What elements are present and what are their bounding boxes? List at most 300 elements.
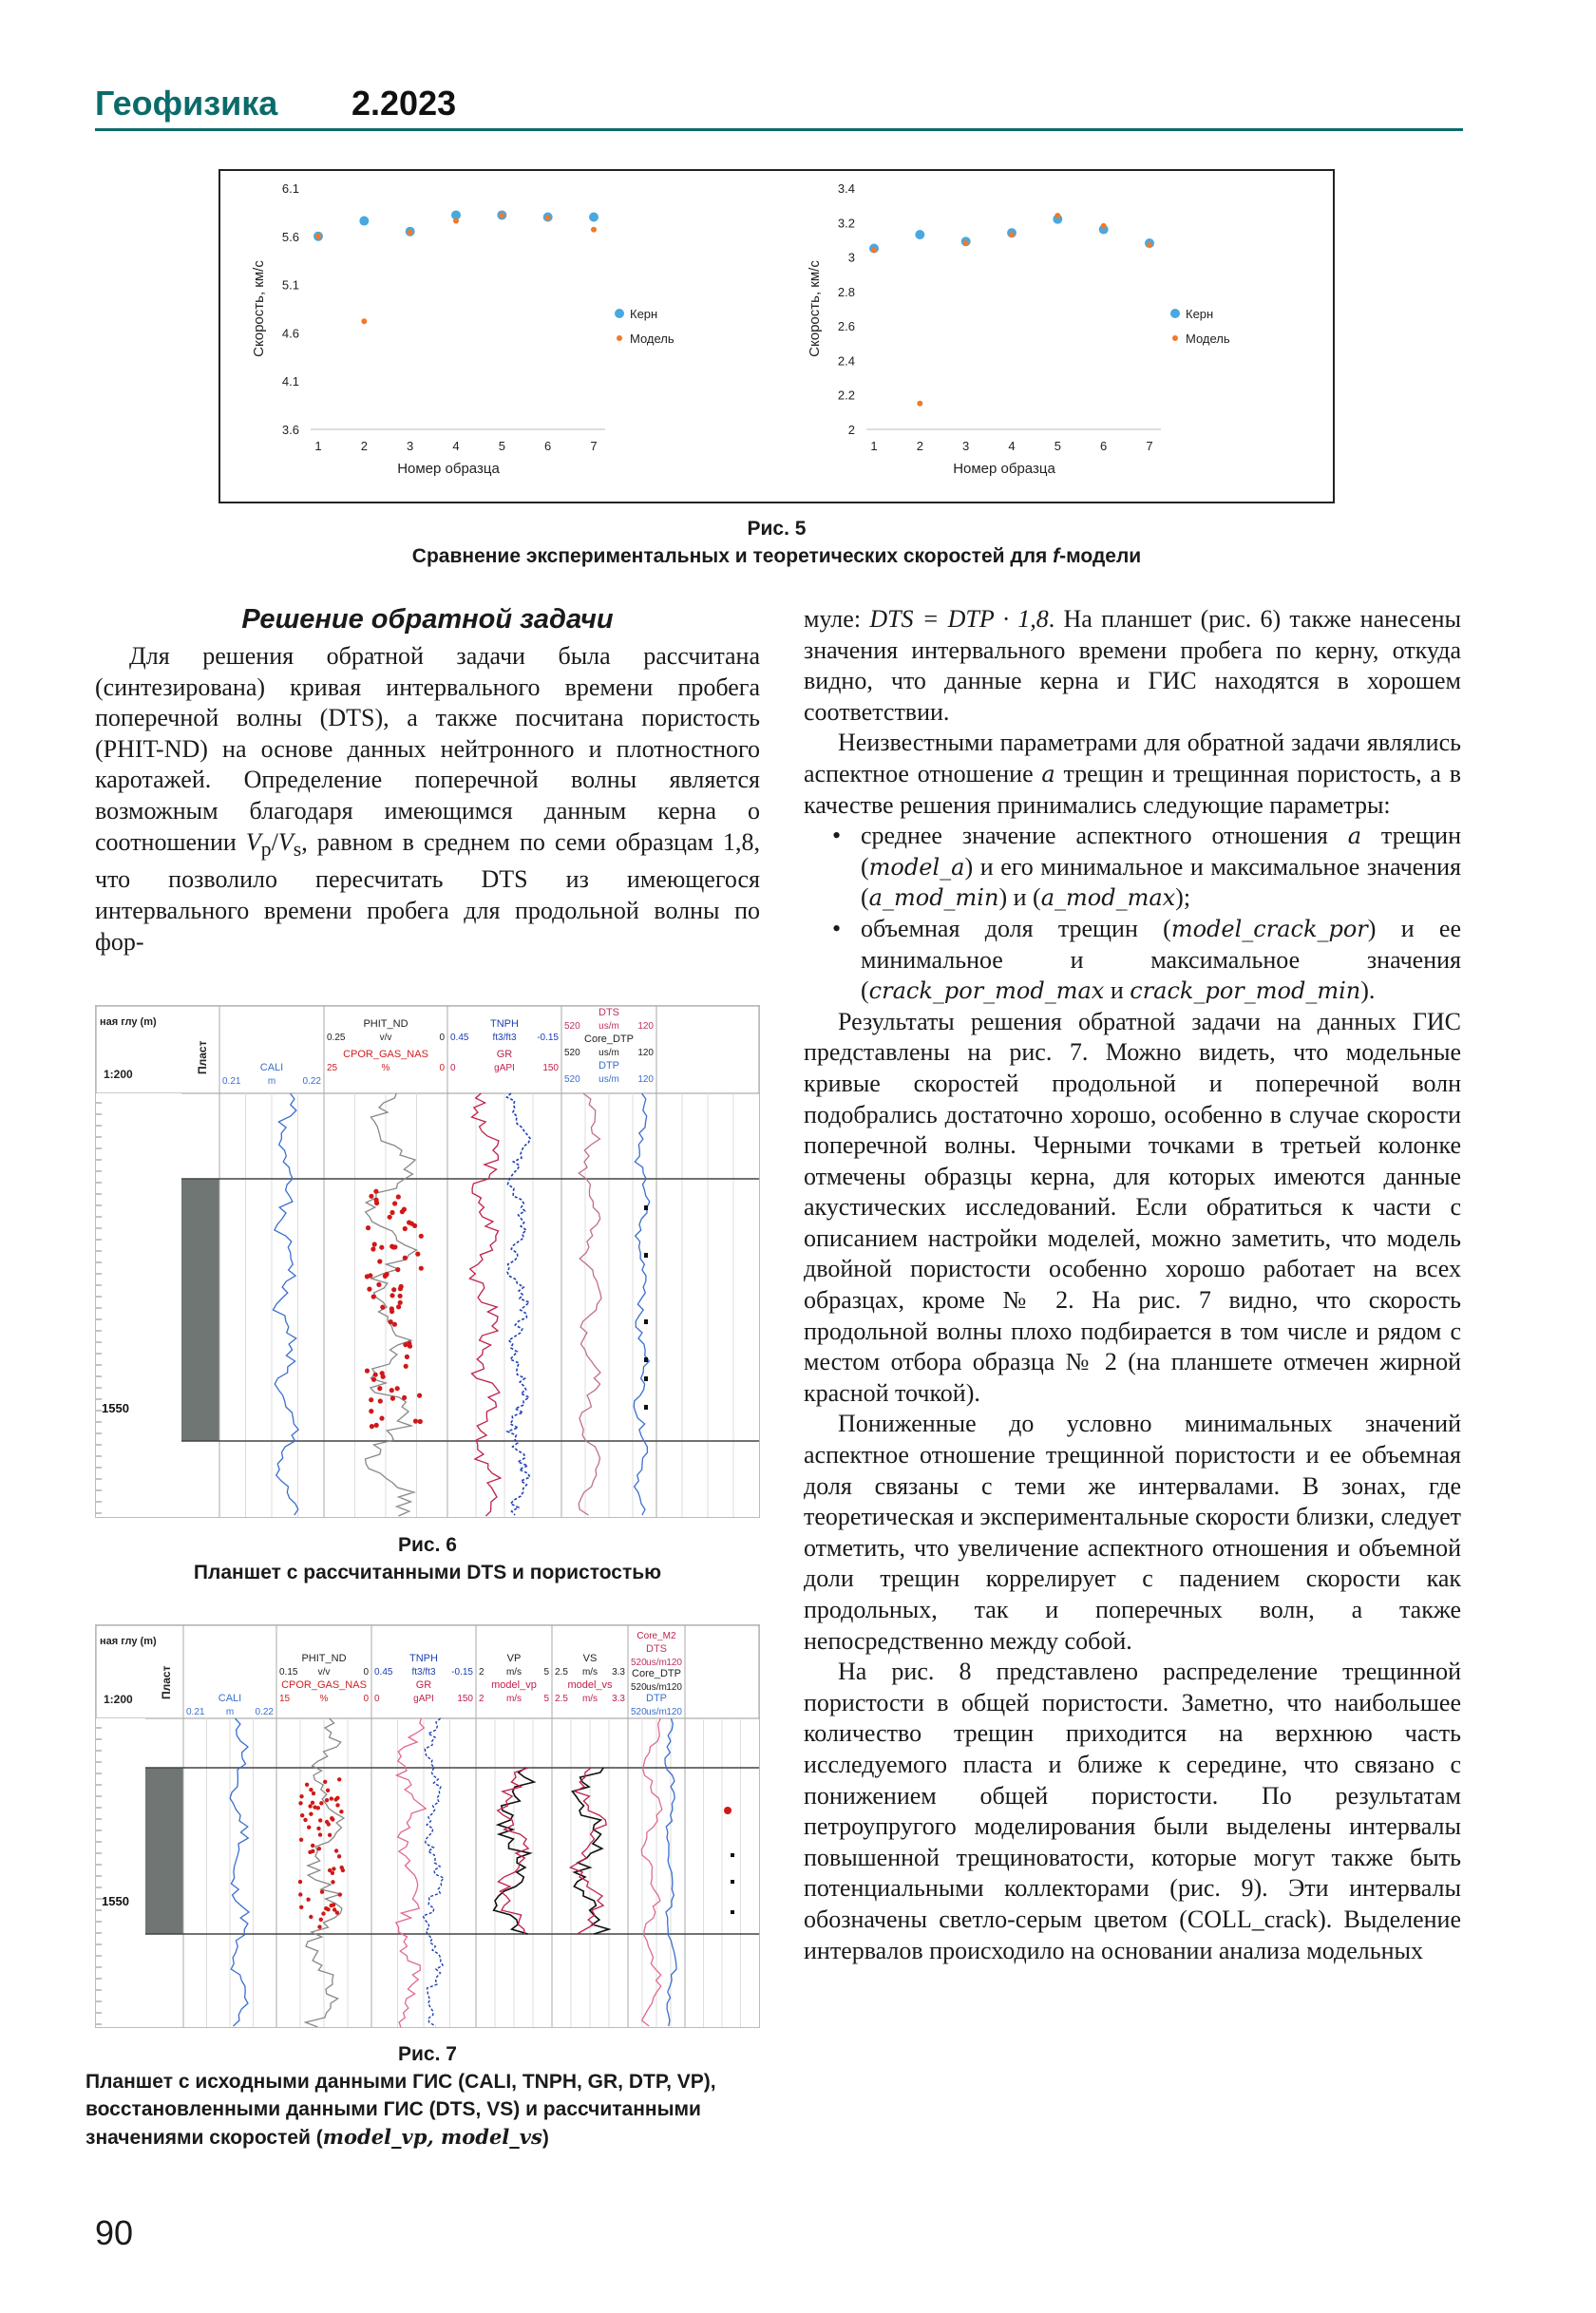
core-dtp-point <box>731 1853 734 1857</box>
figure-6 <box>95 1005 760 1518</box>
log-scale-max: -0.15 <box>537 1033 559 1043</box>
core-porosity-point <box>321 1911 325 1915</box>
core-dtp-point <box>644 1357 648 1362</box>
figure-7-log-plot <box>96 1625 759 2027</box>
x-tick-label: 7 <box>1146 439 1153 453</box>
core-dtp-point <box>644 1205 648 1210</box>
journal-issue: 2.2023 <box>352 84 457 123</box>
figure-5-f: f <box>1053 545 1060 567</box>
log-scale-max: 3.3 <box>612 1667 625 1678</box>
core-dtp-point <box>644 1405 648 1410</box>
core-porosity-point <box>337 1854 341 1858</box>
y-axis-title: Скорость, км/с <box>807 260 823 357</box>
core-porosity-point <box>309 1915 313 1919</box>
log-scale-max: 3.3 <box>612 1694 625 1704</box>
core-porosity-point <box>319 1801 323 1805</box>
cali-curve <box>230 1718 249 2026</box>
log-scale-min: 520 <box>631 1658 647 1668</box>
model-point <box>963 240 969 246</box>
core-porosity-point <box>389 1319 393 1324</box>
depth-track <box>96 1093 181 1517</box>
figure-7-caption <box>86 2040 770 2152</box>
core-porosity-point <box>415 1252 420 1257</box>
core-porosity-point <box>305 1783 309 1787</box>
core-porosity-point <box>317 1847 321 1850</box>
core-porosity-point <box>395 1386 400 1391</box>
core-porosity-point <box>330 1904 333 1907</box>
log-curve-name: DTS <box>598 1007 619 1018</box>
core-porosity-point <box>320 1890 324 1894</box>
log-scale-max: 0 <box>363 1694 369 1704</box>
core-porosity-point <box>330 1796 333 1800</box>
core-point <box>589 212 598 221</box>
core-porosity-point <box>379 1245 384 1250</box>
figure-5-title: Сравнение экспериментальных и теоретических скоростей для f-модели <box>411 545 1142 567</box>
log-scale-min: 520 <box>631 1707 647 1717</box>
core-porosity-point <box>405 1355 409 1359</box>
log-scale-min: 15 <box>279 1694 291 1704</box>
log-curve-name: CALI <box>259 1062 284 1073</box>
log-scale-max: 120 <box>666 1682 682 1693</box>
core-porosity-point <box>299 1905 303 1909</box>
figure-6-title: Планшет с рассчитанными DTS и пористостью <box>193 1562 662 1583</box>
core-dtp-point <box>731 1880 734 1884</box>
zone-column-title: Пласт <box>160 1665 173 1699</box>
core-porosity-point <box>377 1386 382 1391</box>
log-scale-min: 0.45 <box>374 1667 393 1678</box>
right-column <box>804 604 1461 1966</box>
model-point <box>545 215 551 220</box>
right-paragraph-2: Результаты решения обратной задачи на данных ГИС представлены на рис. 7. Можно видеть, что модельные кривые скоростей продольной и поперечной волн подобрались достаточно хорошо, особенно в случае скорости поперечной волны. Черными точками в третьей колонке отмечены образцы керна, для которых имеются данные акустических исследований. Если обратиться к части с описанием настройки моделей, можно заметить, что модель двойной пористости особенно хорошо работает на всех образцах, кроме № 2. На рис. 7 видно, что скорость продольной волны плохо подбирается в том числе и рядом с местом отбора образца № 2 (на планшете отмечен жирной красной точкой). <box>804 1007 1461 1407</box>
log-scale-min: 520 <box>564 1048 580 1058</box>
parameter-list <box>832 821 1461 1007</box>
core-porosity-point <box>391 1244 396 1249</box>
x-tick-label: 2 <box>360 439 368 453</box>
reservoir-zone <box>145 1768 183 1934</box>
log-scale-min: 0.45 <box>450 1033 469 1043</box>
core-porosity-point <box>383 1274 388 1279</box>
core-porosity-point <box>407 1341 411 1346</box>
core-porosity-point <box>396 1304 401 1309</box>
x-tick-label: 3 <box>407 439 414 453</box>
log-scale-min: 0.21 <box>186 1707 205 1717</box>
core-porosity-point <box>366 1225 370 1230</box>
figure-5-charts <box>220 171 1333 502</box>
log-scale-unit: us/m <box>646 1707 667 1717</box>
core-porosity-point <box>376 1282 381 1287</box>
model-point <box>361 318 367 324</box>
depth-label: 1550 <box>102 1894 129 1908</box>
log-curve-name: TNPH <box>490 1018 519 1030</box>
core-porosity-point <box>319 1918 323 1922</box>
figure-7 <box>95 1624 760 2028</box>
core-porosity-point <box>417 1393 422 1398</box>
y-tick-label: 3.2 <box>837 216 855 231</box>
log-scale-unit: v/v <box>379 1033 392 1043</box>
model-point <box>315 234 321 239</box>
core-porosity-point <box>328 1833 332 1837</box>
core-porosity-point <box>325 1798 329 1802</box>
log-curve-name: model_vs <box>567 1679 613 1691</box>
model-point <box>591 227 597 233</box>
dts-curve <box>579 1093 601 1515</box>
log-scale-min: 0 <box>374 1694 380 1704</box>
log-scale-min: 2 <box>479 1667 484 1678</box>
model-point <box>499 212 504 218</box>
core-porosity-point <box>311 1844 314 1848</box>
log-scale-min: 2.5 <box>555 1667 568 1678</box>
log-scale-min: 520 <box>631 1682 647 1693</box>
core-porosity-point <box>409 1222 414 1226</box>
right-paragraph-0: муле: DTS = DTP · 1,8. На планшет (рис. 6) также нанесены значения интервального времени пробега по керну, откуда видно, что данные керна и ГИС находятся в хорошем соответствии. <box>804 605 1461 726</box>
log-curve-name: PHIT_ND <box>363 1018 408 1030</box>
section-title: Решение обратной задачи <box>241 604 614 635</box>
log-scale-max: 120 <box>637 1048 654 1058</box>
log-scale-max: 0.22 <box>302 1076 321 1087</box>
log-scale-max: 0 <box>363 1667 369 1678</box>
core-porosity-point <box>419 1234 424 1239</box>
phit-curve <box>366 1093 417 1516</box>
core-porosity-point <box>299 1838 303 1842</box>
log-curve-name: GR <box>496 1049 513 1060</box>
core-point <box>359 217 369 226</box>
core-porosity-point <box>377 1259 382 1263</box>
figure-5-caption <box>218 515 1335 570</box>
log-curve-name: DTP <box>646 1693 667 1704</box>
log-scale-unit: gAPI <box>494 1063 515 1073</box>
figure-6-log-plot <box>96 1006 759 1517</box>
log-scale-max: 150 <box>542 1063 559 1073</box>
log-scale-max: 120 <box>637 1074 654 1085</box>
log-scale-unit: m <box>225 1707 235 1717</box>
core-porosity-point <box>392 1201 397 1205</box>
log-curve-name: DTP <box>598 1060 619 1071</box>
core-porosity-point <box>309 1788 313 1792</box>
core-porosity-point <box>332 1907 336 1911</box>
dts-curve <box>641 1718 662 2026</box>
core-porosity-point <box>298 1880 302 1884</box>
core-porosity-point <box>309 1812 313 1816</box>
model-point <box>1147 242 1152 248</box>
y-tick-label: 3.4 <box>837 181 855 196</box>
legend-label: Модель <box>630 332 674 346</box>
log-scale-unit: us/m <box>598 1048 619 1058</box>
core-porosity-point <box>390 1306 394 1311</box>
core-porosity-point <box>317 1924 321 1928</box>
zone-column-title: Пласт <box>196 1040 209 1074</box>
log-scale-max: 0.22 <box>255 1707 274 1717</box>
core-porosity-point <box>370 1246 375 1251</box>
x-tick-label: 6 <box>1100 439 1108 453</box>
core-porosity-point <box>403 1256 408 1261</box>
list-item: • объемная доля трещин (model_crack_por) и ее минимальное и максимальное значения (crack_por_mod_max и crack_por_mod_min). <box>832 914 1461 1007</box>
x-tick-label: 6 <box>544 439 552 453</box>
log-scale-unit: gAPI <box>413 1694 434 1704</box>
list-item: • среднее значение аспектного отношения a трещин (model_a) и его минимальное и максимальное значения (a_mod_min) и (a_mod_max); <box>832 821 1461 914</box>
model-point <box>871 247 877 253</box>
x-tick-label: 1 <box>314 439 322 453</box>
log-scale-max: 0 <box>439 1033 445 1043</box>
core-porosity-point <box>303 1818 307 1822</box>
core-porosity-point <box>380 1371 385 1375</box>
core-porosity-point <box>339 1810 343 1813</box>
core-porosity-point <box>312 1792 315 1795</box>
core-sample-2-marker <box>724 1807 732 1814</box>
gr-curve <box>469 1093 501 1516</box>
left-column <box>95 604 760 957</box>
core-dtp-point <box>731 1910 734 1914</box>
core-porosity-point <box>326 1907 330 1911</box>
core-porosity-point <box>299 1794 303 1798</box>
log-scale-unit: us/m <box>646 1658 667 1668</box>
core-porosity-point <box>370 1424 374 1429</box>
core-porosity-point <box>373 1373 378 1377</box>
log-curve-name: CPOR_GAS_NAS <box>281 1679 367 1691</box>
legend-marker <box>1170 309 1180 318</box>
log-scale-unit: m/s <box>505 1667 522 1678</box>
log-scale-unit: ft3/ft3 <box>411 1667 436 1678</box>
log-scale-unit: m/s <box>505 1694 522 1704</box>
y-tick-label: 2 <box>847 423 855 437</box>
legend-label: Модель <box>1186 332 1230 346</box>
log-scale-max: 120 <box>666 1707 682 1717</box>
model-point <box>408 230 413 236</box>
tnph-curve <box>423 1718 444 2026</box>
log-scale-min: 0.25 <box>327 1033 346 1043</box>
core-porosity-point <box>398 1294 403 1299</box>
log-scale-max: -0.15 <box>451 1667 473 1678</box>
depth-column-title: ная глу (m) <box>100 1636 157 1647</box>
core-porosity-point <box>396 1194 401 1199</box>
core-porosity-point <box>413 1419 418 1424</box>
phit-curve <box>306 1718 345 2027</box>
core-porosity-point <box>307 1826 311 1830</box>
figure-7-caption-line1: Планшет с исходными данными ГИС (CALI, TNPH, GR, DTP, VP), <box>86 2071 716 2093</box>
core-porosity-point <box>373 1189 378 1194</box>
core-porosity-point <box>367 1287 371 1292</box>
log-scale-unit: us/m <box>598 1074 619 1085</box>
legend-marker <box>1172 335 1178 341</box>
x-tick-label: 2 <box>916 439 923 453</box>
log-scale-max: 120 <box>637 1021 654 1032</box>
y-tick-label: 5.1 <box>281 277 299 293</box>
velocity-chart-right <box>807 181 1230 477</box>
legend-label: Керн <box>1186 307 1214 321</box>
core-porosity-point <box>398 1300 403 1305</box>
core-porosity-point <box>371 1377 376 1382</box>
core-porosity-point <box>390 1293 394 1298</box>
core-porosity-point <box>390 1388 394 1393</box>
y-tick-label: 2.8 <box>837 284 855 299</box>
core-porosity-point <box>335 1796 339 1800</box>
log-curve-name: GR <box>415 1679 432 1691</box>
log-curve-name: CALI <box>218 1693 242 1704</box>
core-porosity-point <box>403 1226 408 1231</box>
cali-curve <box>273 1093 298 1515</box>
core-porosity-point <box>378 1398 383 1403</box>
y-axis-title: Скорость, км/с <box>251 260 267 357</box>
log-scale-min: 0.15 <box>279 1667 298 1678</box>
figure-6-caption <box>95 1531 760 1586</box>
legend-marker <box>615 309 624 318</box>
velocity-chart-left <box>251 181 674 477</box>
core-porosity-point <box>369 1409 373 1413</box>
x-tick-label: 4 <box>452 439 460 453</box>
log-scale-unit: us/m <box>646 1682 667 1693</box>
core-porosity-point <box>308 1850 312 1854</box>
figure-7-number: Рис. 7 <box>398 2043 457 2065</box>
core-porosity-point <box>338 1892 342 1896</box>
log-curve-name: VS <box>582 1653 598 1664</box>
core-porosity-point <box>369 1194 373 1199</box>
right-paragraph-1: Неизвестными параметрами для обратной задачи являлись аспектное отношение a трещин и трещинная пористость, а в качестве решения принимались следующие параметры: <box>804 729 1461 819</box>
model-point <box>1054 213 1060 218</box>
model-point <box>1009 232 1015 237</box>
log-scale-min: 0 <box>450 1063 456 1073</box>
log-scale-max: 120 <box>666 1658 682 1668</box>
core-porosity-point <box>334 1849 338 1852</box>
core-dtp-point <box>644 1319 648 1324</box>
core-porosity-point <box>365 1369 370 1374</box>
right-paragraph-4: На рис. 8 представлено распределение трещинной пористости в общей пористости. Заметно, что наибольшее количество трещин приходится на верхнюю часть исследуемого пласта и ближе к середине, что связано с понижением общей пористости. По результатам петроупругого моделирования были выделены интервалы повышенной трещиноватости, которые могут также быть потенциальными коллекторами (рис. 9). Эти интервалы обозначены светло-серым цветом (COLL_crack). Выделение интервалов происходило на основании анализа модельных <box>804 1658 1461 1964</box>
y-tick-label: 5.6 <box>281 229 299 244</box>
log-curve-name: model_vp <box>491 1679 537 1691</box>
log-scale-unit: % <box>381 1063 390 1073</box>
depth-scale: 1:200 <box>104 1068 133 1081</box>
journal-title: Геофизика <box>95 84 278 123</box>
log-scale-unit: m/s <box>581 1667 598 1678</box>
x-tick-label: 5 <box>1054 439 1061 453</box>
depth-track <box>96 1718 145 2027</box>
x-tick-label: 7 <box>590 439 598 453</box>
core-porosity-point <box>331 1871 334 1875</box>
core-porosity-point <box>380 1305 385 1310</box>
core-porosity-point <box>337 1777 341 1781</box>
core-porosity-point <box>372 1242 377 1246</box>
log-curve-name: VP <box>506 1653 522 1664</box>
core-porosity-point <box>326 1789 330 1792</box>
log-scale-min: 25 <box>327 1063 338 1073</box>
log-scale-min: 2.5 <box>555 1694 568 1704</box>
y-tick-label: 3 <box>847 250 855 265</box>
model-point <box>453 218 459 224</box>
log-curve-name: TNPH <box>409 1653 438 1664</box>
log-curve-name: Core_M2 <box>636 1631 676 1641</box>
y-tick-label: 3.6 <box>281 423 299 437</box>
model-vs-curve <box>570 1768 606 1934</box>
core-porosity-point <box>316 1827 320 1830</box>
left-paragraph: Для решения обратной задачи была рассчитана (синтезирована) кривая интервального времени пробега поперечной волны (DTS), а также посчитана пористость (PHIT-ND) на основе данных нейтронного и плотностного каротажей. Определение поперечной волны является возможным благодаря имеющимся данным керна о соотношении $V_p/V_s$, равном в среднем по семи образцам 1,8, что позволило пересчитать DTS из имеющегося интервального времени пробега для продольной волны по фор- <box>95 642 760 956</box>
x-tick-label: 1 <box>870 439 878 453</box>
core-porosity-point <box>331 1817 334 1821</box>
x-axis-title: Номер образца <box>953 461 1055 477</box>
core-porosity-point <box>311 1801 314 1805</box>
log-scale-unit: m <box>267 1076 276 1087</box>
core-porosity-point <box>388 1215 392 1220</box>
log-scale-max: 0 <box>439 1063 445 1073</box>
core-porosity-point <box>402 1395 407 1400</box>
log-scale-unit: m/s <box>581 1694 598 1704</box>
dtp-curve <box>634 1093 650 1515</box>
core-porosity-point <box>323 1780 327 1784</box>
tnph-curve <box>507 1093 531 1515</box>
header-rule <box>95 128 1463 131</box>
core-porosity-point <box>374 1423 379 1428</box>
x-tick-label: 5 <box>498 439 505 453</box>
core-porosity-point <box>318 1832 322 1836</box>
figure-6-number: Рис. 6 <box>398 1534 457 1556</box>
core-porosity-point <box>395 1267 400 1272</box>
reservoir-zone <box>181 1179 219 1441</box>
log-curve-name: PHIT_ND <box>301 1653 347 1664</box>
core-porosity-point <box>332 1867 335 1870</box>
model-point <box>917 401 922 407</box>
log-scale-max: 150 <box>457 1694 473 1704</box>
log-curve-name: Core_DTP <box>632 1668 681 1679</box>
core-porosity-point <box>419 1266 424 1271</box>
log-scale-min: 520 <box>564 1074 580 1085</box>
legend-marker <box>617 335 622 341</box>
core-porosity-point <box>300 1813 304 1817</box>
log-scale-max: 5 <box>543 1667 549 1678</box>
core-porosity-point <box>335 1803 339 1807</box>
core-porosity-point <box>390 1210 394 1215</box>
log-scale-min: 0.21 <box>222 1076 241 1087</box>
y-tick-label: 4.1 <box>281 374 299 389</box>
x-tick-label: 4 <box>1008 439 1016 453</box>
y-tick-label: 2.6 <box>837 319 855 334</box>
log-scale-min: 520 <box>564 1021 580 1032</box>
core-porosity-point <box>400 1209 405 1214</box>
figure-5-number: Рис. 5 <box>747 518 807 540</box>
core-porosity-point <box>391 1287 396 1292</box>
core-porosity-point <box>331 1880 334 1884</box>
log-scale-unit: v/v <box>317 1667 331 1678</box>
y-tick-label: 2.4 <box>837 353 855 369</box>
log-scale-min: 2 <box>479 1694 484 1704</box>
log-scale-unit: us/m <box>598 1021 619 1032</box>
core-porosity-point <box>418 1419 423 1424</box>
core-porosity-point <box>325 1820 329 1824</box>
core-point <box>915 230 924 239</box>
y-tick-label: 2.2 <box>837 388 855 403</box>
core-porosity-point <box>374 1198 379 1203</box>
legend-label: Керн <box>630 307 658 321</box>
log-scale-unit: ft3/ft3 <box>492 1033 517 1043</box>
log-scale-max: 5 <box>543 1694 549 1704</box>
core-porosity-point <box>390 1396 395 1401</box>
depth-scale: 1:200 <box>104 1693 133 1706</box>
core-porosity-point <box>368 1273 372 1278</box>
depth-label: 1550 <box>102 1401 129 1415</box>
core-porosity-point <box>371 1295 376 1299</box>
figure-7-caption-line3: значениями скоростей (model_vp, model_vs) <box>86 2125 549 2149</box>
core-porosity-point <box>308 1804 312 1808</box>
core-porosity-point <box>379 1416 384 1421</box>
log-curve-name: Core_DTP <box>584 1033 634 1045</box>
figure-7-caption-line2: восстановленными данными ГИС (DTS, VS) и рассчитанными <box>86 2098 701 2120</box>
figure-5 <box>218 169 1335 503</box>
core-porosity-point <box>318 1818 322 1822</box>
core-dtp-point <box>644 1376 648 1381</box>
log-scale-unit: % <box>319 1694 329 1704</box>
core-porosity-point <box>298 1801 302 1805</box>
core-porosity-point <box>298 1892 302 1896</box>
core-porosity-point <box>369 1397 373 1402</box>
right-paragraph-3: Пониженные до условно минимальных значений аспектное отношение трещинной пористости и ее объемная доля связаны с теми же интервалами. В зонах, где теоретическая и экспериментальные скорости близки, следует отметить, что увеличение аспектного отношения и объемной доли трещин коррелирует с падением скорости как продольных, так и поперечных волн, а также непосредственно между собой. <box>804 1410 1461 1655</box>
core-porosity-point <box>399 1284 404 1289</box>
depth-column-title: ная глу (m) <box>100 1016 157 1028</box>
